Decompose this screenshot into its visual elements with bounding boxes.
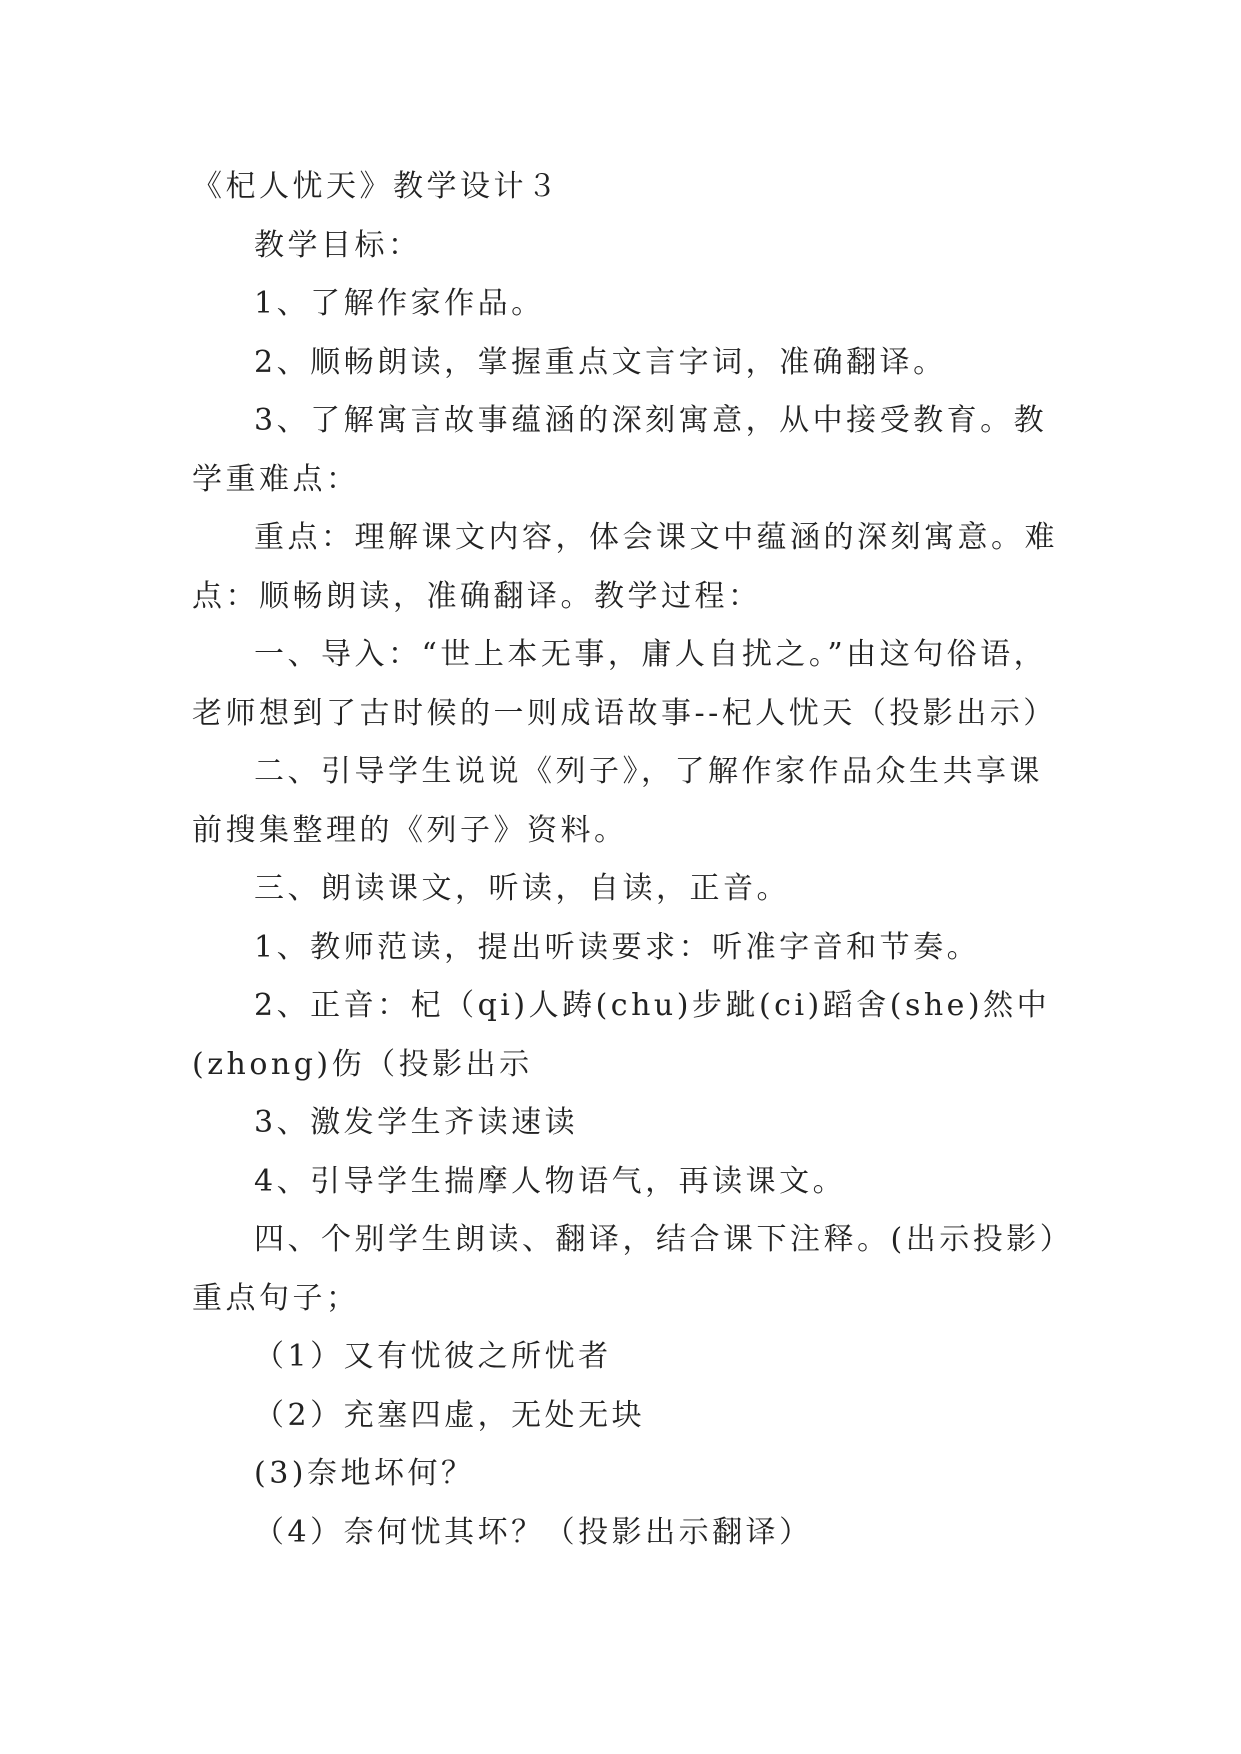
heading-teaching-goals: 教学目标： xyxy=(254,227,422,263)
key-sentence-3: (3)奈地坏何？ xyxy=(254,1456,475,1491)
step-4-translation: 四、个别学生朗读、翻译，结合课下注释。(出示投影） xyxy=(254,1222,1074,1257)
step-2-liezi: 二、引导学生说说《列子》，了解作家作品众生共享课 xyxy=(254,754,1043,789)
step-2-continued: 前搜集整理的《列子》资料。 xyxy=(192,812,628,848)
goal-item-2: 2、顺畅朗读，掌握重点文言字词，准确翻译。 xyxy=(254,344,947,380)
key-sentence-1: （1）又有忧彼之所忧者 xyxy=(254,1339,612,1374)
step-3-item-4: 4、引导学生揣摩人物语气，再读课文。 xyxy=(254,1163,847,1199)
step-3-item-3: 3、激发学生齐读速读 xyxy=(254,1105,579,1140)
key-points-paragraph: 重点：理解课文内容，体会课文中蕴涵的深刻寓意。难 xyxy=(254,520,1058,555)
step-3-item-2: 2、正音：杞（qi)人踌(chu)步跐(ci)蹈舍(she)然中 xyxy=(254,988,1051,1023)
goal-item-1: 1、了解作家作品。 xyxy=(254,286,545,321)
goal-item-3-continued: 学重难点： xyxy=(192,461,360,497)
goal-item-3: 3、了解寓言故事蕴涵的深刻寓意，从中接受教育。教 xyxy=(254,403,1048,438)
step-3-item-1: 1、教师范读，提出听读要求：听准字音和节奏。 xyxy=(254,929,981,965)
step-1-introduction: 一、导入：“世上本无事，庸人自扰之。”由这句俗语， xyxy=(254,637,1048,672)
step-3-reading: 三、朗读课文，听读，自读，正音。 xyxy=(254,871,790,906)
key-sentence-4: （4）奈何忧其坏？（投影出示翻译） xyxy=(254,1514,813,1550)
step-3-item-2-continued: (zhong)伤（投影出示 xyxy=(192,1046,533,1082)
step-1-continued: 老师想到了古时候的一则成语故事--杞人忧天（投影出示） xyxy=(192,695,1057,731)
document-body xyxy=(192,158,1072,1562)
key-sentence-2: （2）充塞四虚，无处无块 xyxy=(254,1397,646,1433)
key-sentences-heading: 重点句子； xyxy=(192,1280,360,1316)
document-title: 《杞人忧天》教学设计３ xyxy=(192,169,561,204)
key-points-continued: 点：顺畅朗读，准确翻译。教学过程： xyxy=(192,578,762,614)
